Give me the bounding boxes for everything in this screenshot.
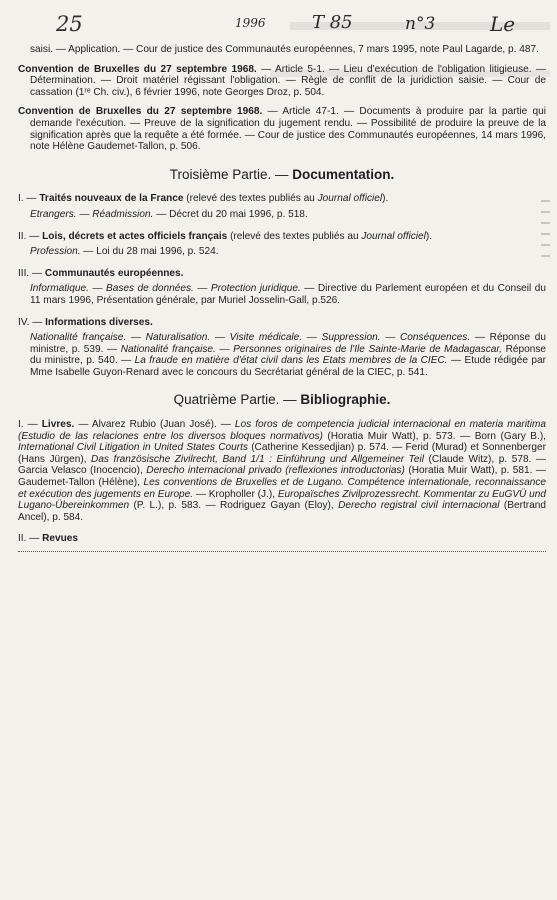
entry-heading: Convention de Bruxelles du 27 septembre 1968. [18, 106, 263, 118]
section-reviews-heading [18, 533, 546, 545]
handwritten-year: 1996 [235, 16, 266, 30]
section-text: — Réponse du ministre, p. 539. — [30, 332, 546, 355]
section-note: (relevé des textes publiés au [227, 230, 362, 242]
entry-continued [18, 44, 546, 56]
section-misc-body [18, 332, 546, 378]
biblio-book-title: Derecho internacional privado (reflexiones introductorias) [146, 465, 405, 477]
section-keywords: Nationalité française. — Personnes originaires de l'Ile Sainte-Marie de Madagascar, [120, 343, 502, 355]
section-note: ). [382, 193, 389, 205]
section-note-italic: Journal officiel [361, 230, 426, 242]
section-laws-heading [18, 231, 546, 243]
section-books [18, 419, 546, 523]
biblio-text: (Bertrand Ancel), p. 584. [18, 500, 546, 523]
section-keywords: Etrangers. — Réadmission. [30, 208, 154, 220]
biblio-book-title: Derecho registral civil internacional [338, 500, 500, 512]
handwritten-number: 25 [56, 12, 83, 36]
section-keywords: Informatique. — Bases de données. — Protection juridique. [30, 283, 301, 295]
entry-text: saisi. — Application. — Cour de justice des Communautés européennes, 7 mars 1995, note Paul Lagarde, p. 487. [30, 44, 539, 55]
section-note: ). [425, 230, 433, 242]
section-number: I. — [18, 193, 40, 205]
biblio-book-title: Das französische Zivilrecht, Band 1/1 : Einführung und Allgemeiner Teil [91, 453, 425, 465]
handwritten-issue: n°3 [405, 14, 436, 34]
entry-heading: Convention de Bruxelles du 27 septembre 1968. [18, 63, 257, 75]
section-eu-heading [18, 268, 546, 280]
dotted-rule [18, 551, 546, 552]
part-label: Troisième Partie. — [169, 166, 293, 182]
section-text: — Directive du Parlement européen et du Conseil du 11 mars 1996, Présentation générale, par Muriel Josselin-Gall, p.526. [30, 283, 546, 306]
section-title: Communautés européennes. [44, 267, 184, 279]
section-title: Livres. [41, 419, 75, 431]
section-misc-heading [18, 317, 546, 329]
section-keywords: La fraude en matière d'état civil dans les Etats membres de la CIEC. [134, 355, 448, 367]
section-number: III. — [18, 267, 45, 279]
section-treaties-body [18, 209, 546, 221]
entry-text: — Article 5-1. — Lieu d'exécution de l'obligation litigieuse. — Détermination. — Droit matériel régissant l'obligation. — Règle de conflit de la juridiction saisie. — Cour de cassation (1ʳᵉ Ch. civ.), 6 février 1996, note Georges Droz, p. 504. [30, 63, 546, 98]
section-keywords: Profession. [30, 246, 81, 258]
entry-convention-5-1 [18, 64, 546, 99]
biblio-text: — Kropholler (J.), [193, 488, 278, 500]
biblio-book-title: Europaïsches Zivilprozessrecht. Kommentar zu EuGVÜ und Lugano-Übereinkommen [18, 488, 546, 512]
section-eu-body [18, 283, 546, 306]
handwritten-volume: T 85 [312, 12, 353, 33]
section-number: I. — [18, 419, 42, 431]
section-title: Lois, décrets et actes officiels français [42, 230, 228, 242]
section-number: IV. — [18, 316, 46, 328]
section-number: II. — [18, 533, 43, 545]
section-text: — Loi du 28 mai 1996, p. 524. [80, 246, 219, 258]
entry-text: — Article 47-1. — Documents à produire par la partie qui demande l'exécution. — Preuve de la signification du jugement rendu. — Possibilité de produire la preuve de la signification après que la requête a été formée. — Cour de justice des Communautés européennes, 14 mars 1996, note Hélène Gaudemet-Tallon, p. 506. [30, 106, 547, 153]
biblio-book-title: International Civil Litigation in United States Courts [18, 442, 248, 454]
biblio-text: (P. L.), p. 583. — Rodriguez Gayan (Eloy), [129, 500, 339, 512]
section-number: II. — [18, 230, 43, 242]
part-title: Bibliographie. [300, 392, 391, 408]
section-laws-body [18, 246, 546, 258]
biblio-book-title: Les conventions de Bruxelles et de Lugano. Compétence internationale, reconnaissance et exécution des jugements en Europe. [18, 477, 546, 500]
biblio-text: (Horatia Muir Watt), p. 581. — Gaudemet-Tallon (Hélène), [18, 465, 546, 489]
handwritten-mark: Le [490, 12, 516, 36]
section-text: — Décret du 20 mai 1996, p. 518. [153, 208, 308, 220]
section-note: (relevé des textes publiés au [183, 193, 318, 205]
section-treaties-heading [18, 193, 546, 205]
section-note-italic: Journal officiel [317, 193, 383, 205]
ghost-line [290, 22, 550, 30]
section-keywords: Nationalité française. — Naturalisation. — Visite médicale. — Suppression. — Conséquences. [30, 332, 471, 344]
section-text: — Etude rédigée par Mme Isabelle Guyon-Renard avec le concours du Secrétariat général de la CIEC, p. 541. [30, 355, 546, 378]
part-three-heading [18, 166, 546, 182]
section-text: Réponse du ministre, p. 540. — [30, 343, 546, 367]
part-four-heading [18, 394, 546, 406]
biblio-book-title: Los foros de competencia judicial internacional en materia maritima (Estudio de las relaciones entre los diversos bloques normativos) [18, 419, 547, 442]
section-title: Revues [42, 533, 79, 545]
entry-convention-47-1 [18, 106, 546, 152]
biblio-text: (Horatia Muir Watt), p. 573. — Born (Gary B.), [322, 430, 546, 442]
section-title: Traités nouveaux de la France [39, 193, 184, 205]
biblio-text: — Alvarez Rubio (Juan José). — [74, 419, 235, 431]
part-label: Quatrième Partie. — [173, 392, 301, 408]
part-title: Documentation. [292, 166, 395, 182]
biblio-text: (Catherine Kessedjian) p. 574. — Ferid (Murad) et Sonnenberger (Hans Jürgen), [18, 442, 546, 465]
biblio-text: (Claude Witz), p. 578. —Garcia Velasco (Inocencio), [18, 453, 546, 477]
page-content [18, 44, 546, 552]
section-title: Informations diverses. [45, 316, 153, 328]
